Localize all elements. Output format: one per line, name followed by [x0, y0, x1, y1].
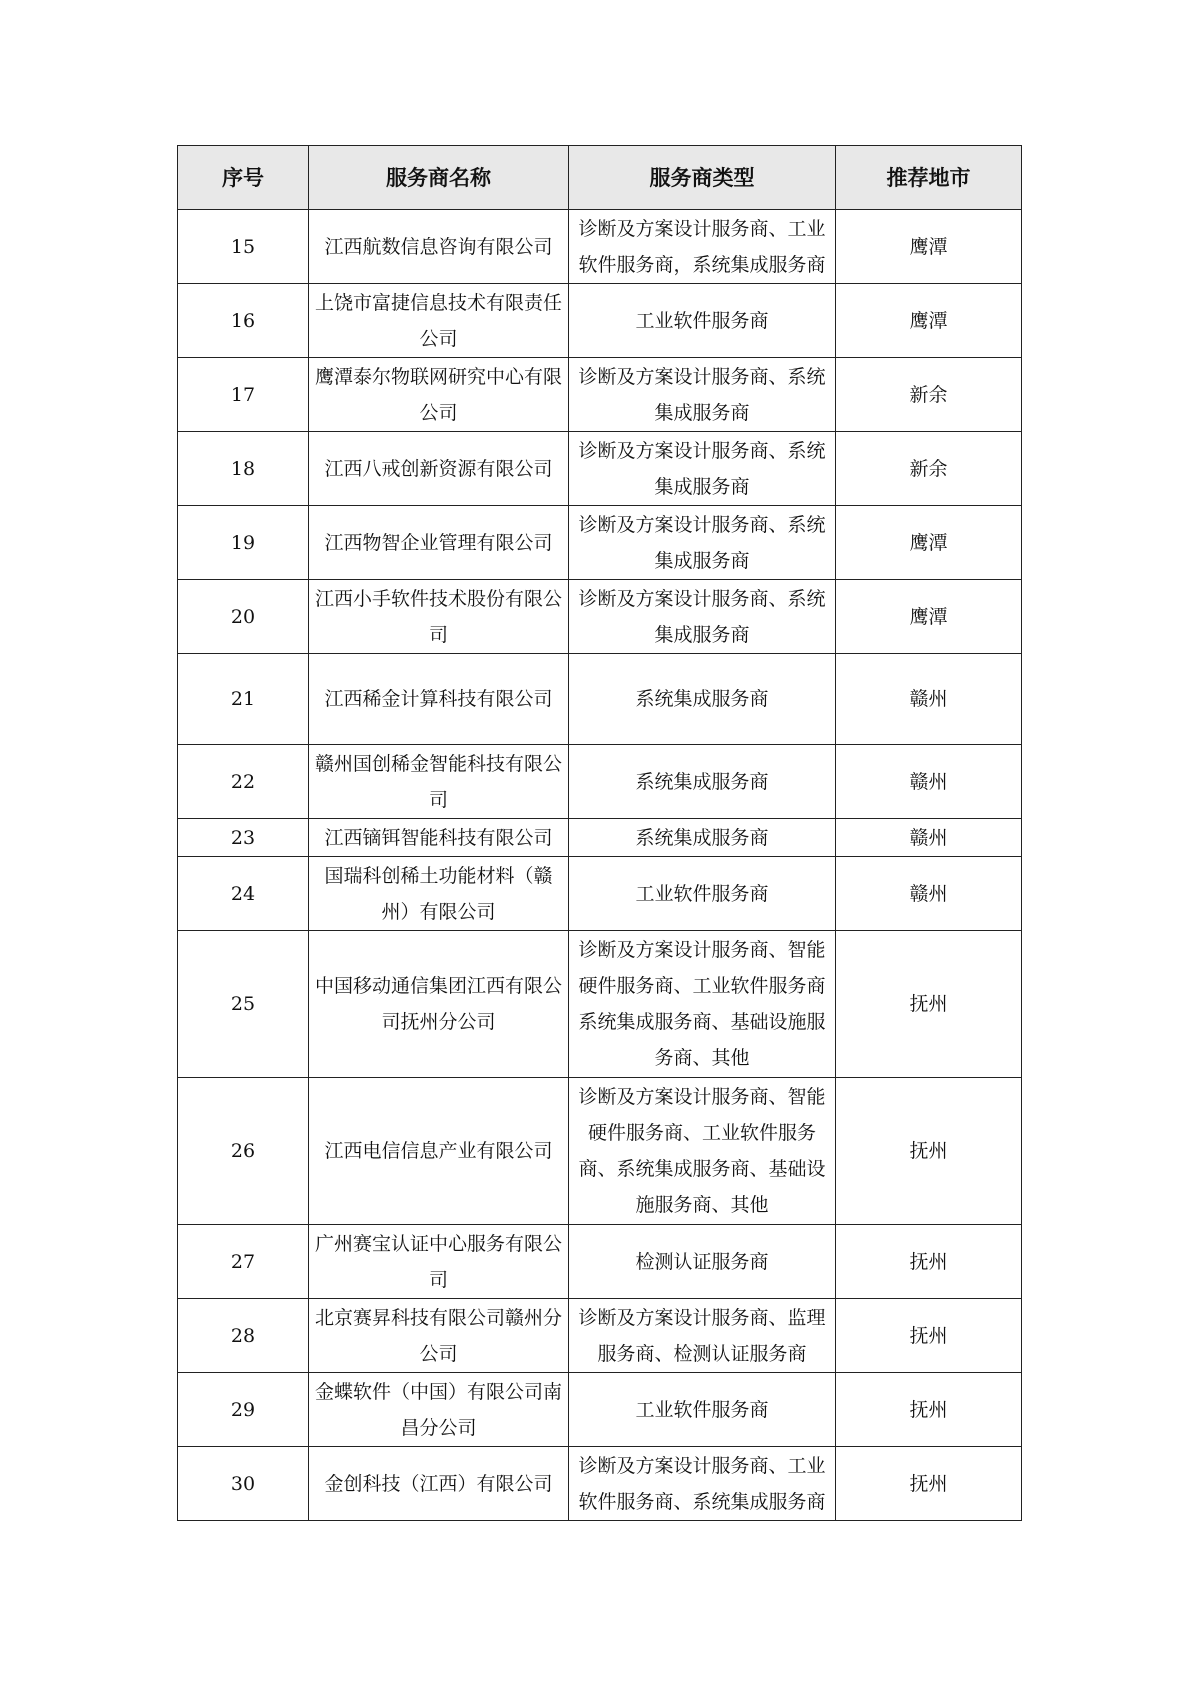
cell-type: 诊断及方案设计服务商、系统集成服务商	[569, 358, 836, 432]
table-row	[178, 1373, 1022, 1447]
cell-seq: 15	[178, 210, 309, 284]
cell-name: 金创科技（江西）有限公司	[309, 1447, 569, 1521]
table-row	[178, 931, 1022, 1078]
cell-type: 诊断及方案设计服务商、系统集成服务商	[569, 506, 836, 580]
cell-city: 抚州	[836, 1447, 1022, 1521]
cell-seq: 18	[178, 432, 309, 506]
cell-seq: 28	[178, 1299, 309, 1373]
table-row	[178, 1078, 1022, 1225]
cell-city: 赣州	[836, 819, 1022, 857]
cell-name: 江西稀金计算科技有限公司	[309, 654, 569, 745]
cell-city: 抚州	[836, 1078, 1022, 1225]
table-row	[178, 358, 1022, 432]
cell-type: 工业软件服务商	[569, 857, 836, 931]
cell-seq: 19	[178, 506, 309, 580]
table-row	[178, 857, 1022, 931]
cell-city: 赣州	[836, 654, 1022, 745]
cell-name: 江西电信信息产业有限公司	[309, 1078, 569, 1225]
cell-name: 上饶市富捷信息技术有限责任公司	[309, 284, 569, 358]
cell-seq: 26	[178, 1078, 309, 1225]
header-type: 服务商类型	[569, 146, 836, 210]
table-row	[178, 654, 1022, 745]
table-row	[178, 210, 1022, 284]
cell-type: 检测认证服务商	[569, 1225, 836, 1299]
cell-type: 诊断及方案设计服务商、监理服务商、检测认证服务商	[569, 1299, 836, 1373]
cell-seq: 22	[178, 745, 309, 819]
cell-seq: 27	[178, 1225, 309, 1299]
cell-type: 诊断及方案设计服务商、系统集成服务商	[569, 580, 836, 654]
cell-type: 诊断及方案设计服务商、智能硬件服务商、工业软件服务商、系统集成服务商、基础设施服务商、其他	[569, 1078, 836, 1225]
table-row	[178, 506, 1022, 580]
cell-city: 赣州	[836, 857, 1022, 931]
cell-name: 江西物智企业管理有限公司	[309, 506, 569, 580]
table-row	[178, 745, 1022, 819]
service-provider-table	[177, 145, 1022, 1521]
cell-name: 北京赛昇科技有限公司赣州分公司	[309, 1299, 569, 1373]
cell-type: 系统集成服务商	[569, 745, 836, 819]
cell-seq: 17	[178, 358, 309, 432]
cell-name: 中国移动通信集团江西有限公司抚州分公司	[309, 931, 569, 1078]
cell-name: 江西八戒创新资源有限公司	[309, 432, 569, 506]
header-city: 推荐地市	[836, 146, 1022, 210]
cell-type: 系统集成服务商	[569, 819, 836, 857]
cell-city: 鹰潭	[836, 580, 1022, 654]
cell-type: 诊断及方案设计服务商、工业软件服务商，系统集成服务商	[569, 210, 836, 284]
cell-type: 诊断及方案设计服务商、智能硬件服务商、工业软件服务商系统集成服务商、基础设施服务商、其他	[569, 931, 836, 1078]
cell-name: 鹰潭泰尔物联网研究中心有限公司	[309, 358, 569, 432]
cell-seq: 21	[178, 654, 309, 745]
cell-type: 工业软件服务商	[569, 1373, 836, 1447]
cell-seq: 30	[178, 1447, 309, 1521]
cell-city: 抚州	[836, 1373, 1022, 1447]
cell-seq: 29	[178, 1373, 309, 1447]
cell-seq: 20	[178, 580, 309, 654]
header-seq: 序号	[178, 146, 309, 210]
cell-city: 鹰潭	[836, 210, 1022, 284]
cell-city: 抚州	[836, 931, 1022, 1078]
table-row	[178, 580, 1022, 654]
cell-seq: 24	[178, 857, 309, 931]
cell-seq: 16	[178, 284, 309, 358]
cell-city: 新余	[836, 432, 1022, 506]
cell-type: 工业软件服务商	[569, 284, 836, 358]
cell-seq: 23	[178, 819, 309, 857]
cell-city: 鹰潭	[836, 506, 1022, 580]
table-header-row	[178, 146, 1022, 210]
cell-name: 广州赛宝认证中心服务有限公司	[309, 1225, 569, 1299]
cell-name: 江西小手软件技术股份有限公司	[309, 580, 569, 654]
cell-city: 抚州	[836, 1225, 1022, 1299]
table-row	[178, 1225, 1022, 1299]
cell-city: 抚州	[836, 1299, 1022, 1373]
table-row	[178, 284, 1022, 358]
cell-type: 诊断及方案设计服务商、系统集成服务商	[569, 432, 836, 506]
cell-type: 诊断及方案设计服务商、工业软件服务商、系统集成服务商	[569, 1447, 836, 1521]
cell-city: 鹰潭	[836, 284, 1022, 358]
cell-name: 金蝶软件（中国）有限公司南昌分公司	[309, 1373, 569, 1447]
table-row	[178, 1299, 1022, 1373]
cell-name: 江西航数信息咨询有限公司	[309, 210, 569, 284]
header-name: 服务商名称	[309, 146, 569, 210]
cell-name: 国瑞科创稀土功能材料（赣州）有限公司	[309, 857, 569, 931]
table-row	[178, 1447, 1022, 1521]
cell-seq: 25	[178, 931, 309, 1078]
cell-name: 江西镝铒智能科技有限公司	[309, 819, 569, 857]
cell-type: 系统集成服务商	[569, 654, 836, 745]
cell-name: 赣州国创稀金智能科技有限公司	[309, 745, 569, 819]
cell-city: 新余	[836, 358, 1022, 432]
table-row	[178, 432, 1022, 506]
table-row	[178, 819, 1022, 857]
cell-city: 赣州	[836, 745, 1022, 819]
